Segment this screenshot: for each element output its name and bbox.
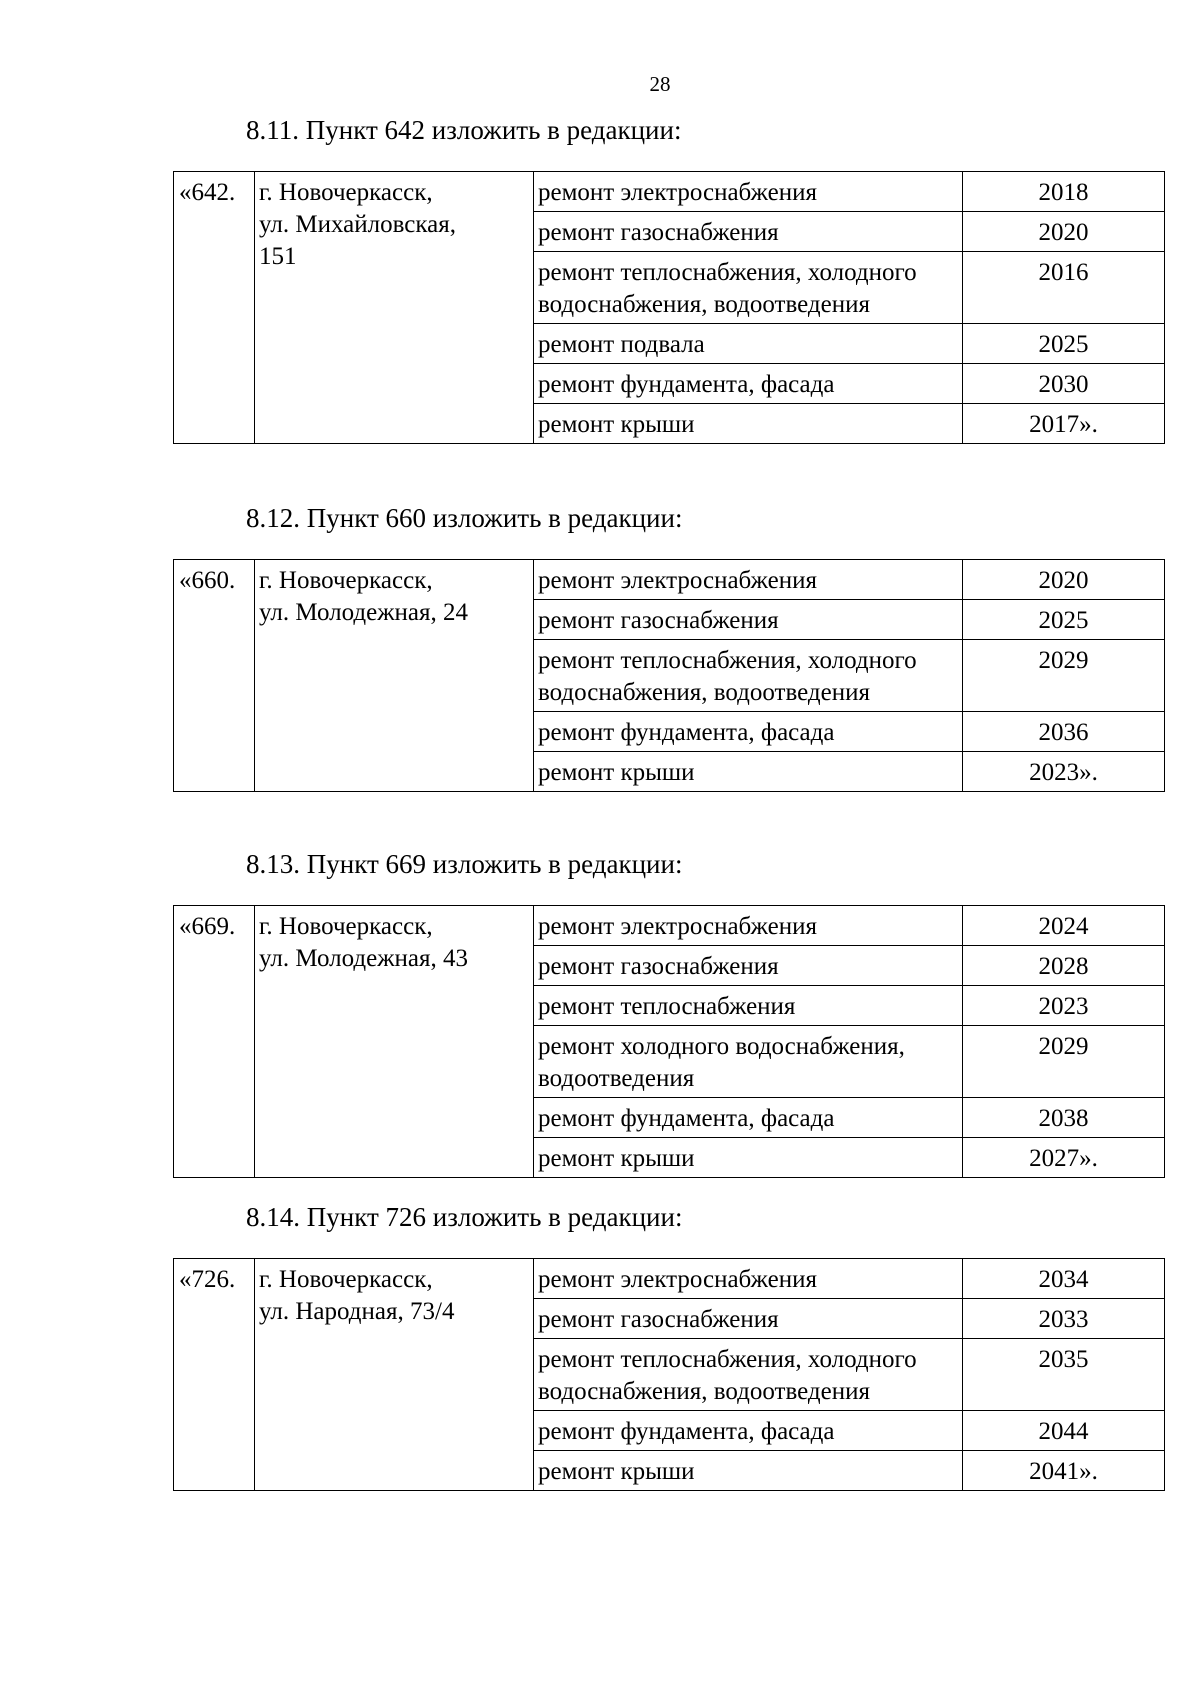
address-line: г. Новочеркасск,	[259, 1266, 433, 1293]
section-8-13	[173, 848, 1165, 1178]
section-8-14	[173, 1201, 1165, 1491]
work-type: ремонт газоснабжения	[534, 600, 963, 640]
work-type: ремонт крыши	[534, 752, 963, 792]
address-line: ул. Народная, 73/4	[259, 1298, 455, 1325]
work-year: 2027».	[963, 1138, 1165, 1178]
work-type: ремонт фундамента, фасада	[534, 1098, 963, 1138]
work-year: 2034	[963, 1259, 1165, 1299]
address-cell	[255, 1259, 534, 1491]
work-year: 2017».	[963, 404, 1165, 444]
work-year: 2029	[963, 1026, 1165, 1098]
work-type: ремонт электроснабжения	[534, 1259, 963, 1299]
work-type: ремонт крыши	[534, 1138, 963, 1178]
work-type: ремонт холодного водоснабжения, водоотведения	[534, 1026, 963, 1098]
page-number: 28	[649, 72, 671, 96]
address-line: г. Новочеркасск,	[259, 179, 433, 206]
table-row	[174, 172, 1165, 212]
work-type: ремонт крыши	[534, 404, 963, 444]
item-number: «642.	[174, 172, 255, 444]
table-row	[174, 560, 1165, 600]
work-year: 2028	[963, 946, 1165, 986]
address-cell	[255, 172, 534, 444]
section-heading: 8.13. Пункт 669 изложить в редакции:	[246, 849, 683, 879]
table-row	[174, 906, 1165, 946]
work-year: 2044	[963, 1411, 1165, 1451]
work-year: 2023	[963, 986, 1165, 1026]
work-type: ремонт электроснабжения	[534, 172, 963, 212]
work-type: ремонт электроснабжения	[534, 906, 963, 946]
item-number: «669.	[174, 906, 255, 1178]
repair-table	[173, 905, 1165, 1178]
section-heading: 8.12. Пункт 660 изложить в редакции:	[246, 503, 683, 533]
work-type: ремонт теплоснабжения	[534, 986, 963, 1026]
work-type: ремонт фундамента, фасада	[534, 712, 963, 752]
work-year: 2038	[963, 1098, 1165, 1138]
section-8-11	[173, 114, 1165, 444]
work-type: ремонт подвала	[534, 324, 963, 364]
work-year: 2024	[963, 906, 1165, 946]
work-type: ремонт газоснабжения	[534, 946, 963, 986]
work-type: ремонт фундамента, фасада	[534, 1411, 963, 1451]
address-line: ул. Михайловская,	[259, 211, 456, 238]
work-type: ремонт фундамента, фасада	[534, 364, 963, 404]
work-year: 2036	[963, 712, 1165, 752]
item-number: «660.	[174, 560, 255, 792]
work-type: ремонт электроснабжения	[534, 560, 963, 600]
work-type: ремонт теплоснабжения, холодного водоснабжения, водоотведения	[534, 1339, 963, 1411]
address-line: ул. Молодежная, 24	[259, 599, 468, 626]
work-type: ремонт газоснабжения	[534, 1299, 963, 1339]
repair-table	[173, 559, 1165, 792]
table-row	[174, 1259, 1165, 1299]
section-8-12	[173, 502, 1165, 792]
work-year: 2030	[963, 364, 1165, 404]
section-heading: 8.11. Пункт 642 изложить в редакции:	[246, 115, 682, 145]
section-heading: 8.14. Пункт 726 изложить в редакции:	[246, 1202, 683, 1232]
address-cell	[255, 560, 534, 792]
address-line: г. Новочеркасск,	[259, 567, 433, 594]
work-type: ремонт крыши	[534, 1451, 963, 1491]
work-year: 2016	[963, 252, 1165, 324]
work-year: 2020	[963, 560, 1165, 600]
work-type: ремонт теплоснабжения, холодного водоснабжения, водоотведения	[534, 640, 963, 712]
address-line: г. Новочеркасск,	[259, 913, 433, 940]
work-year: 2020	[963, 212, 1165, 252]
address-line: 151	[259, 243, 297, 270]
work-year: 2025	[963, 324, 1165, 364]
address-cell	[255, 906, 534, 1178]
work-year: 2041».	[963, 1451, 1165, 1491]
item-number: «726.	[174, 1259, 255, 1491]
work-type: ремонт газоснабжения	[534, 212, 963, 252]
work-year: 2029	[963, 640, 1165, 712]
work-year: 2018	[963, 172, 1165, 212]
repair-table	[173, 1258, 1165, 1491]
work-year: 2033	[963, 1299, 1165, 1339]
work-year: 2035	[963, 1339, 1165, 1411]
repair-table	[173, 171, 1165, 444]
work-type: ремонт теплоснабжения, холодного водоснабжения, водоотведения	[534, 252, 963, 324]
address-line: ул. Молодежная, 43	[259, 945, 468, 972]
work-year: 2025	[963, 600, 1165, 640]
work-year: 2023».	[963, 752, 1165, 792]
